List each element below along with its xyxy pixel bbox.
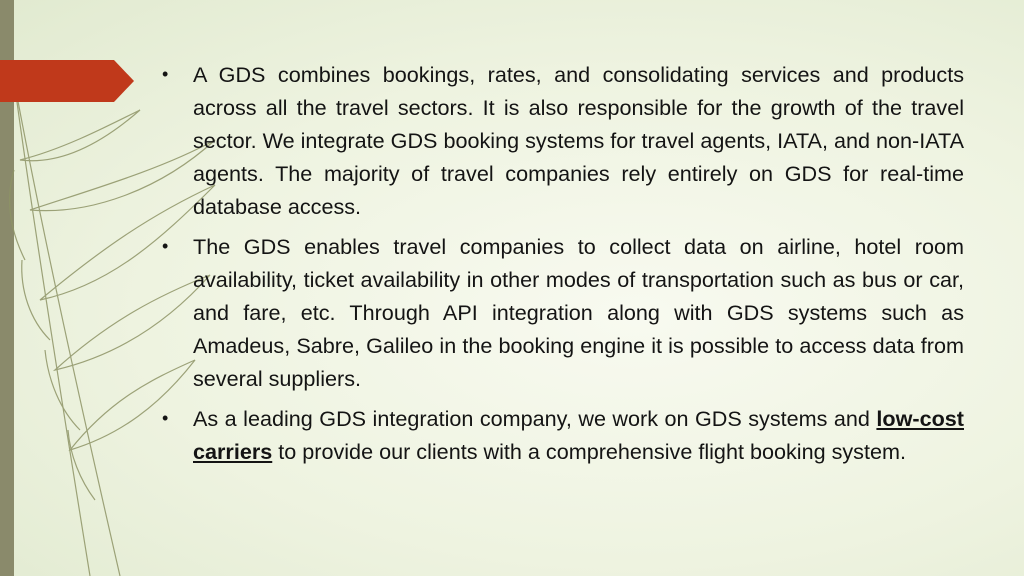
- bullet-text-after: to provide our clients with a comprehensive flight booking system.: [272, 439, 906, 464]
- slide-content: [162, 58, 964, 475]
- bullet-text: A GDS combines bookings, rates, and consolidating services and products across all the travel sectors. It is also responsible for the growth of the travel sector. We integrate GDS booking systems for travel agents, IATA, and non-IATA agents. The majority of travel companies rely entirely on GDS for real-time database access.: [193, 62, 964, 219]
- bullet-text-before: As a leading GDS integration company, we work on GDS systems and: [193, 406, 877, 431]
- bullet-text: The GDS enables travel companies to collect data on airline, hotel room availability, ticket availability in other modes of transportation such as bus or car, and fare, etc. Through API integration along with GDS systems such as Amadeus, Sabre, Galileo in the booking engine it is possible to access data from several suppliers.: [193, 234, 964, 391]
- bullet-item-1: [162, 58, 964, 223]
- bullet-glyph: •: [162, 64, 169, 84]
- bullet-glyph: •: [162, 236, 169, 256]
- low-cost-carriers-link[interactable]: low-cost carriers: [193, 406, 964, 464]
- bullet-item-2: [162, 230, 964, 395]
- bullet-item-3: [162, 402, 964, 468]
- arrow-banner: [0, 60, 134, 102]
- bullet-glyph: •: [162, 408, 169, 428]
